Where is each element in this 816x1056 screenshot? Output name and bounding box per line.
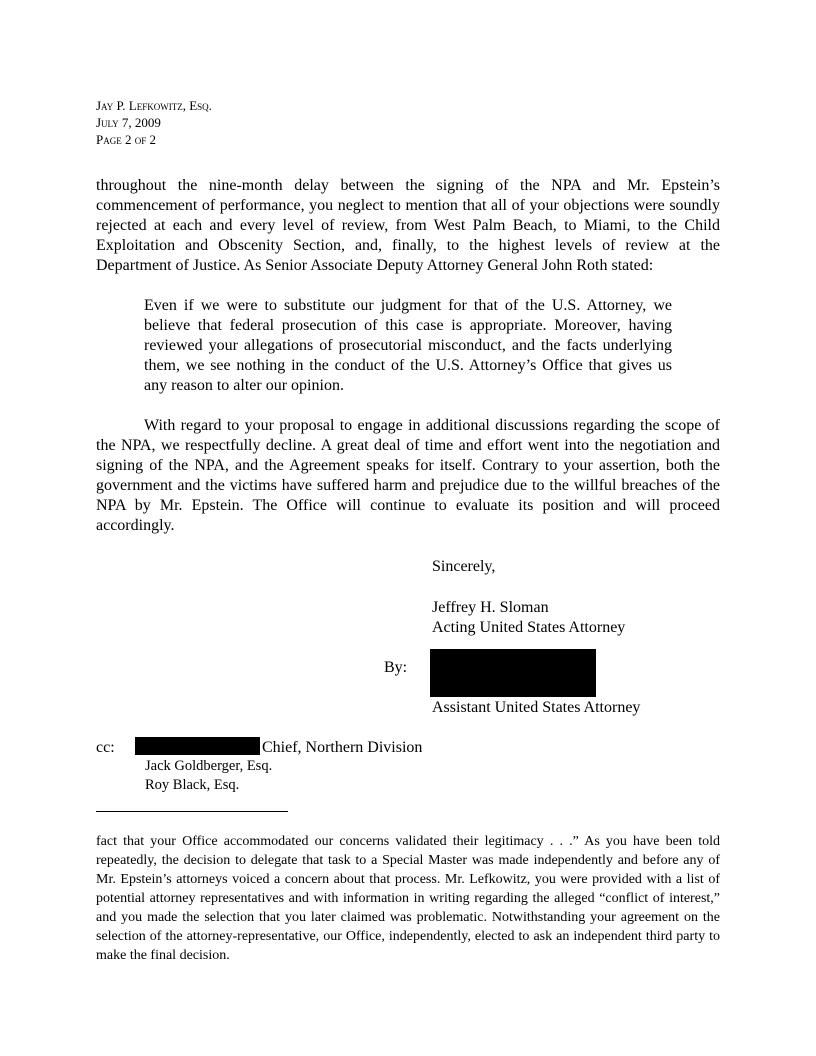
- cc-name: Jack Goldberger, Esq.: [145, 758, 273, 774]
- footnote-text: fact that your Office accommodated our concerns validated their legitimacy . . .” As you have been told repeatedly, the decision to delegate that task to a Special Master was made independently and before any of Mr. Epstein’s attorneys voiced a concern about that process. Mr. Lefkowitz, you were provided with a list of potential attorney representatives and with information in writing regarding the alleged “conflict of interest,” and you made the selection that you later claimed was problematic. Notwithstanding your agreement on the selection of the attorney-representative, our Office, independently, elected to ask an independent third party to make the final decision.: [96, 834, 720, 963]
- footnote-divider: [96, 811, 288, 812]
- block-quote: Even if we were to substitute our judgment for that of the U.S. Attorney, we believe that federal prosecution of this case is appropriate. Moreover, having reviewed your allegations of prosecutorial misconduct, and the facts underlying them, we see nothing in the conduct of the U.S. Attorney’s Office that gives us any reason to alter our opinion.: [144, 297, 672, 394]
- cc-name: Roy Black, Esq.: [145, 777, 240, 793]
- assistant-title: Assistant United States Attorney: [432, 699, 641, 716]
- redacted-signature: [430, 649, 596, 697]
- body-paragraph-2: With regard to your proposal to engage in additional discussions regarding the scope of the NPA, we respectfully decline. A great deal of time and effort went into the negotiation and signing of the NPA, and the Agreement speaks for itself. Contrary to your assertion, both the government and the victims have suffered harm and prejudice due to the willful breaches of the NPA by Mr. Epstein. The Office will continue to evaluate its position and will proceed accordingly.: [96, 417, 720, 534]
- recipient-line: Jay P. Lefkowitz, Esq.: [96, 98, 212, 113]
- page-number: Page 2 of 2: [96, 132, 156, 147]
- cc-title: Chief, Northern Division: [262, 739, 423, 756]
- date-line: July 7, 2009: [96, 115, 161, 130]
- body-paragraph-1: throughout the nine-month delay between the signing of the NPA and Mr. Epstein’s commencement of performance, you neglect to mention that all of your objections were soundly rejected at each and every level of review, from West Palm Beach, to Miami, to the Child Exploitation and Obscenity Section, and, finally, to the highest levels of review at the Department of Justice. As Senior Associate Deputy Attorney General John Roth stated:: [96, 177, 720, 274]
- by-label: By:: [384, 659, 408, 676]
- redacted-cc-name: [135, 737, 260, 755]
- page-header: [96, 97, 212, 148]
- signer-name: Jeffrey H. Sloman: [432, 599, 549, 616]
- cc-list: [145, 757, 272, 795]
- signer-title: Acting United States Attorney: [432, 619, 626, 636]
- cc-label: cc:: [96, 739, 115, 756]
- closing: Sincerely,: [432, 558, 496, 575]
